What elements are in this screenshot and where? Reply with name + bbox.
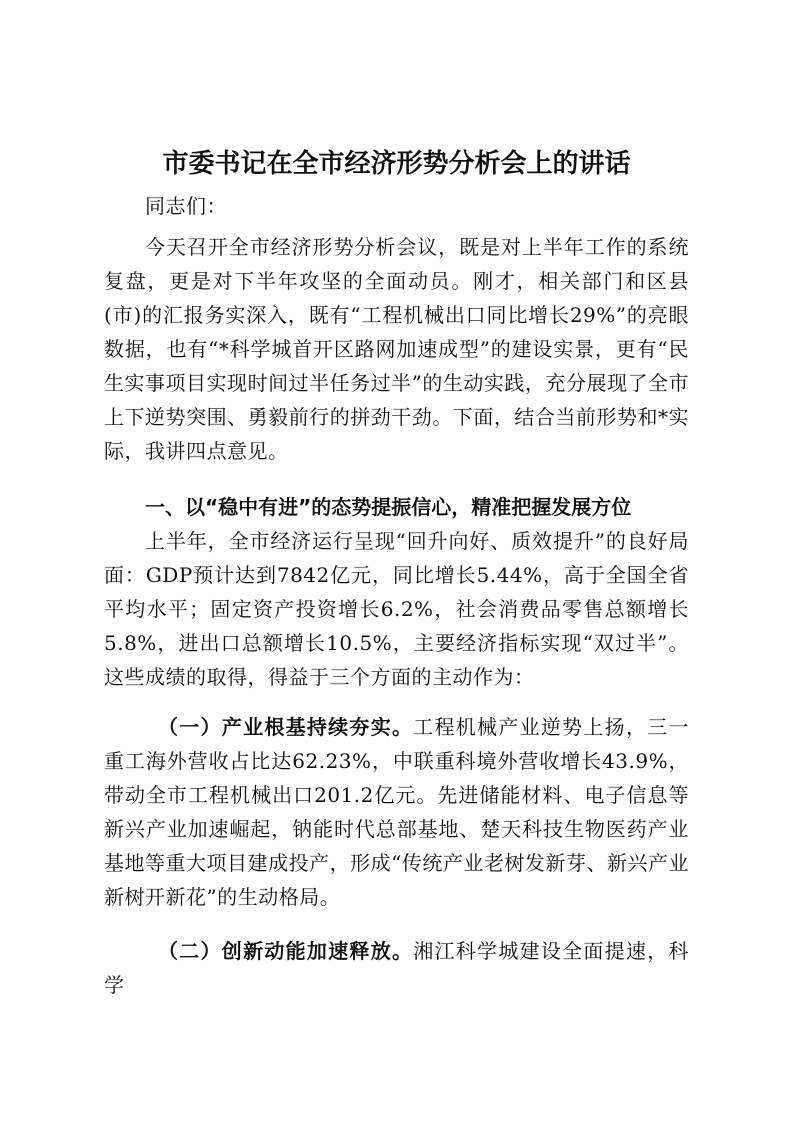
document-title: 市委书记在全市经济形势分析会上的讲话 xyxy=(162,149,631,179)
paragraph-innovation xyxy=(104,934,689,1002)
paragraph-opening: 今天召开全市经济形势分析会议，既是对上半年工作的系统复盘，更是对下半年攻坚的全面动员。刚才，相关部门和区县(市)的汇报务实深入，既有“工程机械出口同比增长29%”的亮眼数据，也有“*科学城首开区路网加速成型”的建设实景，更有“民生实事项目实现时间过半任务过半”的生动实践，充分展现了全市上下逆势突围、勇毅前行的拼劲干劲。下面，结合当前形势和*实际，我讲四点意见。 xyxy=(104,235,689,463)
greeting: 同志们： xyxy=(145,194,227,218)
item-1-text: 工程机械产业逆势上扬，三一重工海外营收占比达62.23%，中联重科境外营收增长43.9%，带动全市工程机械出口201.2亿元。先进储能材料、电子信息等新兴产业加速崛起，钠能时代总部基地、楚天科技生物医药产业基地等重大项目建成投产，形成“传统产业老树发新芽、新兴产业新树开新花”的生动格局。 xyxy=(104,715,689,909)
item-2-text: 湘江科学城建设全面提速，科学 xyxy=(104,939,689,997)
paragraph-economy-overview: 上半年，全市经济运行呈现“回升向好、质效提升”的良好局面：GDP预计达到7842亿元，同比增长5.44%，高于全国全省平均水平；固定资产投资增长6.2%，社会消费品零售总额增长5.8%，进出口总额增长10.5%，主要经济指标实现“双过半”。这些成绩的取得，得益于三个方面的主动作为： xyxy=(104,529,689,689)
item-2-lead: （二）创新动能加速释放。 xyxy=(158,939,414,963)
item-1-lead: （一）产业根基持续夯实。 xyxy=(158,715,414,739)
section-heading-1: 一、以“稳中有进”的态势提振信心，精准把握发展方位 xyxy=(145,495,632,519)
paragraph-industry-foundation xyxy=(104,710,689,914)
